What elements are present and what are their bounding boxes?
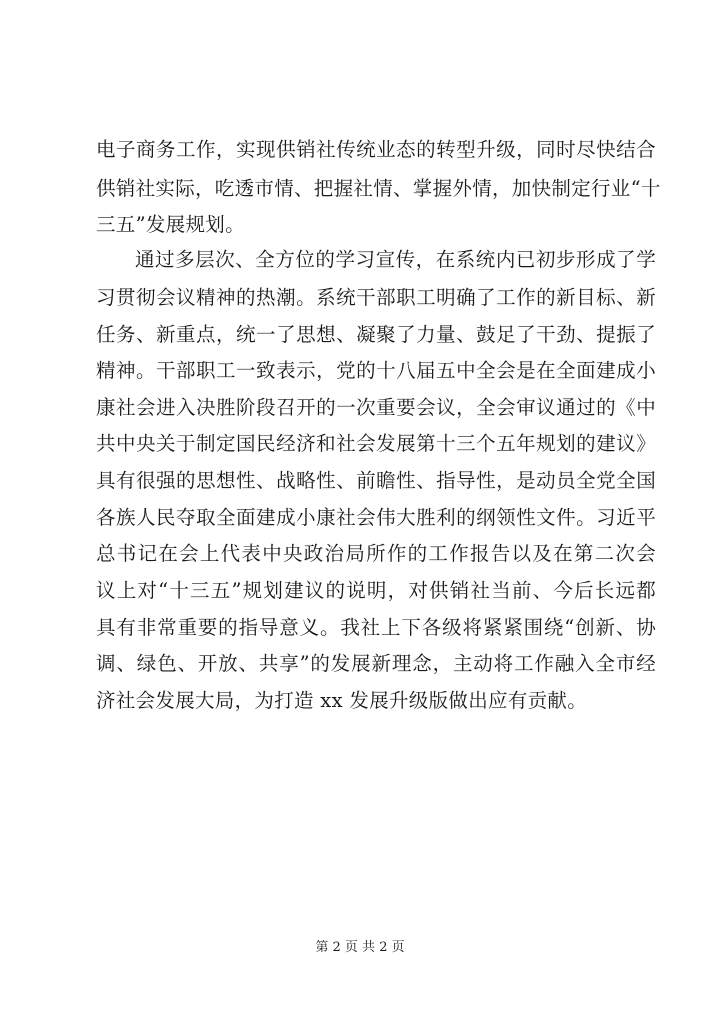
paragraph-line: 议上对“十三五”规划建议的说明，对供销社当前、今后长远都 xyxy=(96,579,656,602)
paragraph-line: 任务、新重点，统一了思想、凝聚了力量、鼓足了干劲、提振了 xyxy=(96,323,656,346)
paragraph-line: 各族人民夺取全面建成小康社会伟大胜利的纲领性文件。习近平 xyxy=(96,506,656,529)
paragraph-line: 电子商务工作，实现供销社传统业态的转型升级，同时尽快结合 xyxy=(96,138,656,161)
paragraph-line: 通过多层次、全方位的学习宣传，在系统内已初步形成了学 xyxy=(135,248,656,271)
paragraph-line: 具有非常重要的指导意义。我社上下各级将紧紧围绕“创新、协 xyxy=(96,616,656,639)
page-number-footer: 第 2 页 共 2 页 xyxy=(315,940,405,955)
paragraph-line: 济社会发展大局，为打造 xx 发展升级版做出应有贡献。 xyxy=(96,689,587,712)
paragraph-line: 具有很强的思想性、战略性、前瞻性、指导性，是动员全党全国 xyxy=(96,469,656,492)
paragraph-line: 康社会进入决胜阶段召开的一次重要会议，全会审议通过的《中 xyxy=(96,396,656,419)
paragraph-line: 供销社实际，吃透市情、把握社情、掌握外情，加快制定行业“十 xyxy=(96,177,661,200)
paragraph-line: 习贯彻会议精神的热潮。系统干部职工明确了工作的新目标、新 xyxy=(96,286,656,309)
paragraph-line: 精神。干部职工一致表示，党的十八届五中全会是在全面建成小 xyxy=(96,359,656,382)
paragraph-line: 总书记在会上代表中央政治局所作的工作报告以及在第二次会 xyxy=(96,542,656,565)
paragraph-line: 三五”发展规划。 xyxy=(96,213,245,236)
paragraph-line: 共中央关于制定国民经济和社会发展第十三个五年规划的建议》 xyxy=(96,432,656,455)
paragraph-line: 调、绿色、开放、共享”的发展新理念，主动将工作融入全市经 xyxy=(96,652,656,675)
